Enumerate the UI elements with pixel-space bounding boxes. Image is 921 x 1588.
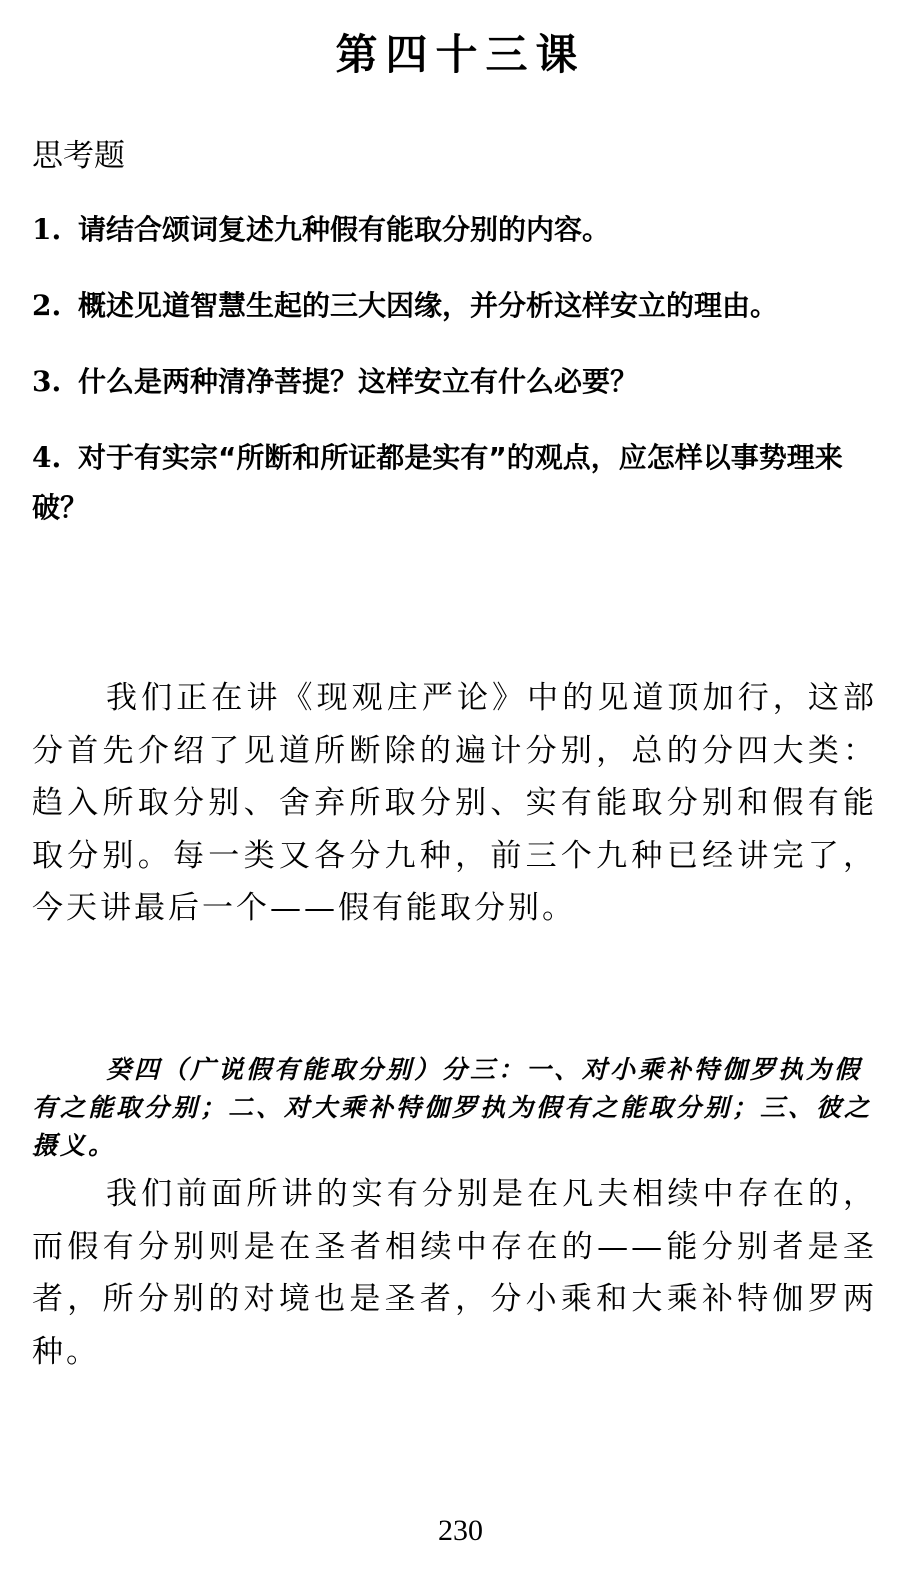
question-text: 请结合颂词复述九种假有能取分别的内容。 — [78, 213, 611, 246]
question-number: 1. — [32, 213, 62, 246]
question-item — [32, 281, 882, 331]
question-number: 3. — [32, 365, 62, 398]
section-label-questions: 思考题 — [32, 138, 125, 174]
page-number: 230 — [438, 1514, 483, 1547]
question-item — [32, 357, 882, 407]
outline-heading: 癸四（广说假有能取分别）分三：一、对小乘补特伽罗执为假有之能取分别；二、对大乘补特伽罗执为假有之能取分别；三、彼之摄义。 — [32, 1055, 873, 1160]
question-item — [32, 433, 882, 533]
question-item — [32, 205, 882, 255]
question-text: 概述见道智慧生起的三大因缘，并分析这样安立的理由。 — [78, 289, 779, 322]
body-paragraph-1: 我们正在讲《现观庄严论》中的见道顶加行，这部分首先介绍了见道所断除的遍计分别，总的分四大类：趋入所取分别、舍弃所取分别、实有能取分别和假有能取分别。每一类又各分九种，前三个九种已经讲完了，今天讲最后一个——假有能取分别。 — [32, 680, 877, 926]
body-paragraph-2: 我们前面所讲的实有分别是在凡夫相续中存在的，而假有分别则是在圣者相续中存在的——能分别者是圣者，所分别的对境也是圣者，分小乘和大乘补特伽罗两种。 — [32, 1176, 877, 1370]
question-list — [32, 205, 882, 559]
question-text: 对于有实宗“所断和所证都是实有”的观点，应怎样以事势理来破？ — [32, 441, 843, 524]
question-number: 4. — [32, 441, 62, 474]
lesson-title: 第四十三课 — [335, 30, 586, 79]
question-text: 什么是两种清净菩提？这样安立有什么必要？ — [78, 365, 639, 398]
question-number: 2. — [32, 289, 62, 322]
